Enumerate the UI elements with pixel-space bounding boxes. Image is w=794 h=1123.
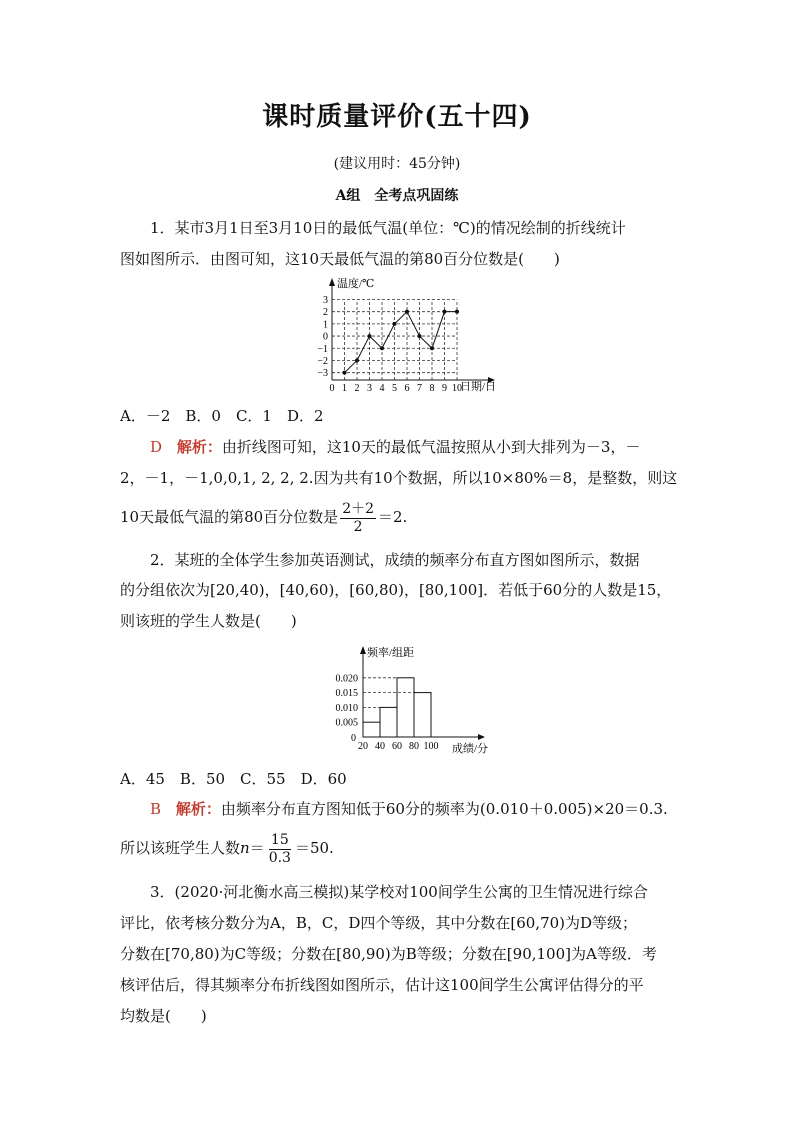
q1-analysis-line2: 2，－1，－1,0,0,1, 2, 2, 2.因为共有10个数据，所以10×80%＝8，是整数，则这: [120, 469, 678, 487]
chart1-x-tick-label: 4: [379, 383, 385, 394]
chart2-bar: [380, 707, 397, 737]
chart1-x-tick-label: 7: [417, 383, 422, 394]
q3-stem-line3: 分数在[70,80)为C等级；分数在[80,90)为B等级；分数在[90,100]为A等级．考: [120, 945, 657, 963]
q2-options: A．45 B．50 C．55 D．60: [120, 770, 347, 788]
chart2-x-tick-label: 80: [409, 741, 419, 752]
chart1-y-arrow: [329, 278, 335, 286]
q3-stem-line1: 3．(2020·河北衡水高三模拟)某学校对100间学生公寓的卫生情况进行综合: [150, 883, 648, 901]
q1-frac-num: 2＋2: [342, 500, 375, 517]
chart2-bar: [414, 693, 431, 737]
chart2-x-tick-label: 40: [375, 741, 385, 752]
chart1-data-point: [430, 346, 434, 350]
chart1-x-tick-label: 3: [367, 383, 372, 394]
chart2-y-ticks: [336, 673, 359, 728]
q1-stem-line2: 图如图所示．由图可知，这10天最低气温的第80百分位数是( ): [120, 250, 560, 268]
chart1-x-tick-label: 9: [442, 383, 447, 394]
chart2-x-label: 成绩/分: [452, 743, 489, 755]
q2-var-n: n: [240, 839, 250, 857]
chart2-y-tick-label: 0.005: [335, 717, 358, 729]
chart1-y-tick-label: −3: [317, 368, 328, 380]
q1-stem-line1: 1．某市3月1日至3月10日的最低气温(单位：℃)的情况绘制的折线统计: [150, 219, 626, 237]
chart1-data-point: [355, 358, 359, 362]
chart1-data-point: [455, 310, 459, 314]
q1-options: A．－2 B．0 C．1 D．2: [120, 407, 324, 425]
chart1-data-point: [443, 310, 447, 314]
chart1-data-point: [343, 371, 347, 375]
q2-analysis-text2b: ＝50.: [294, 839, 334, 857]
q2-analysis-text1: 由频率分布直方图知低于60分的频率为(0.010＋0.005)×20＝0.3.: [220, 800, 668, 818]
chart1-x-tick-label: 1: [342, 383, 347, 394]
chart1-y-label: 温度/℃: [337, 278, 375, 290]
chart2-x-tick-label: 60: [392, 741, 402, 752]
q2-stem-line1: 2．某班的全体学生参加英语测试，成绩的频率分布直方图如图所示，数据: [150, 551, 640, 569]
time-note: (建议用时：45分钟): [333, 156, 461, 172]
q1-analysis-text3b: ＝2.: [378, 508, 408, 526]
q1-frac-den: 2: [353, 518, 363, 535]
page-title: 课时质量评价(五十四): [262, 102, 532, 132]
chart1-x-tick-label: 10: [452, 383, 462, 394]
q2-frac-den: 0.3: [268, 849, 291, 866]
chart1-data-point: [368, 334, 372, 338]
chart1-data-point: [418, 334, 422, 338]
q2-answer: B: [150, 800, 162, 818]
chart2-origin: 0: [351, 733, 356, 744]
chart1-y-tick-label: 1: [323, 319, 328, 331]
chart2-dashes: [363, 678, 414, 722]
q1-analysis-text1: 由折线图可知，这10天的最低气温按照从小到大排列为－3，－: [221, 438, 641, 456]
q1-line-chart: [300, 276, 520, 398]
q3-stem-line5: 均数是( ): [120, 1007, 207, 1025]
q1-analysis-text3a: 10天最低气温的第80百分位数是: [120, 508, 339, 526]
q3-stem-line2: 评比，依考核分数分为A，B，C，D四个等级，其中分数在[60,70)为D等级；: [120, 914, 638, 932]
chart1-x-tick-label: 5: [392, 383, 397, 394]
q1-analysis-line1: [150, 437, 710, 457]
chart1-y-tick-label: 3: [323, 294, 328, 306]
q2-fraction: [267, 832, 293, 867]
chart1-series: [343, 310, 460, 375]
q2-eq: ＝: [249, 839, 265, 857]
chart1-y-ticks: [317, 295, 328, 379]
chart2-x-ticks: [358, 741, 439, 752]
q1-analysis-label: 解析：: [176, 438, 222, 456]
chart1-data-point: [405, 310, 409, 314]
chart2-y-arrow: [360, 646, 366, 654]
chart1-y-tick-label: 2: [323, 307, 328, 319]
chart1-data-point: [380, 346, 384, 350]
q2-analysis-label: 解析：: [175, 800, 221, 818]
chart1-x-ticks: [330, 383, 463, 394]
chart1-grid: [332, 299, 457, 380]
chart1-series-line: [345, 312, 458, 373]
chart2-y-tick-label: 0.020: [335, 673, 358, 685]
chart1-y-tick-label: −2: [317, 355, 328, 367]
q2-analysis-line1: [150, 799, 710, 819]
chart1-x-tick-label: 2: [354, 383, 360, 394]
q2-histogram: [318, 640, 508, 760]
chart1-y-tick-label: −1: [317, 343, 328, 355]
chart1-data-point: [393, 322, 397, 326]
chart2-bar: [397, 678, 414, 737]
group-heading: A组 全考点巩固练: [335, 188, 459, 204]
chart1-x-tick-label: 6: [404, 383, 410, 394]
chart2-x-arrow: [478, 734, 485, 740]
chart1-x-tick-label: 0: [329, 383, 335, 394]
q3-stem-line4: 核评估后，得其频率分布折线图如图所示，估计这100间学生公寓评估得分的平: [120, 976, 644, 994]
chart2-x-tick-label: 100: [423, 741, 439, 752]
chart2-y-tick-label: 0.010: [335, 702, 358, 714]
q1-answer: D: [150, 438, 163, 456]
q2-analysis-text2a: 所以该班学生人数: [120, 839, 241, 857]
chart1-y-tick-label: 0: [323, 331, 328, 343]
q2-frac-num: 15: [270, 831, 289, 848]
q1-fraction: [340, 501, 376, 536]
q2-analysis-line2: [120, 828, 680, 868]
chart2-bar: [363, 722, 380, 737]
chart1-x-tick-label: 8: [429, 383, 435, 394]
chart2-y-tick-label: 0.015: [335, 688, 358, 700]
q2-stem-line3: 则该班的学生人数是( ): [120, 612, 297, 630]
q2-stem-line2: 的分组依次为[20,40)，[40,60)，[60,80)，[80,100]．若低于60分的人数是15，: [120, 581, 672, 599]
chart2-y-label: 频率/组距: [367, 647, 415, 659]
chart2-x-tick-label: 20: [358, 741, 368, 752]
q1-analysis-line3: [120, 497, 680, 537]
chart1-x-label: 日期/日: [460, 381, 497, 393]
